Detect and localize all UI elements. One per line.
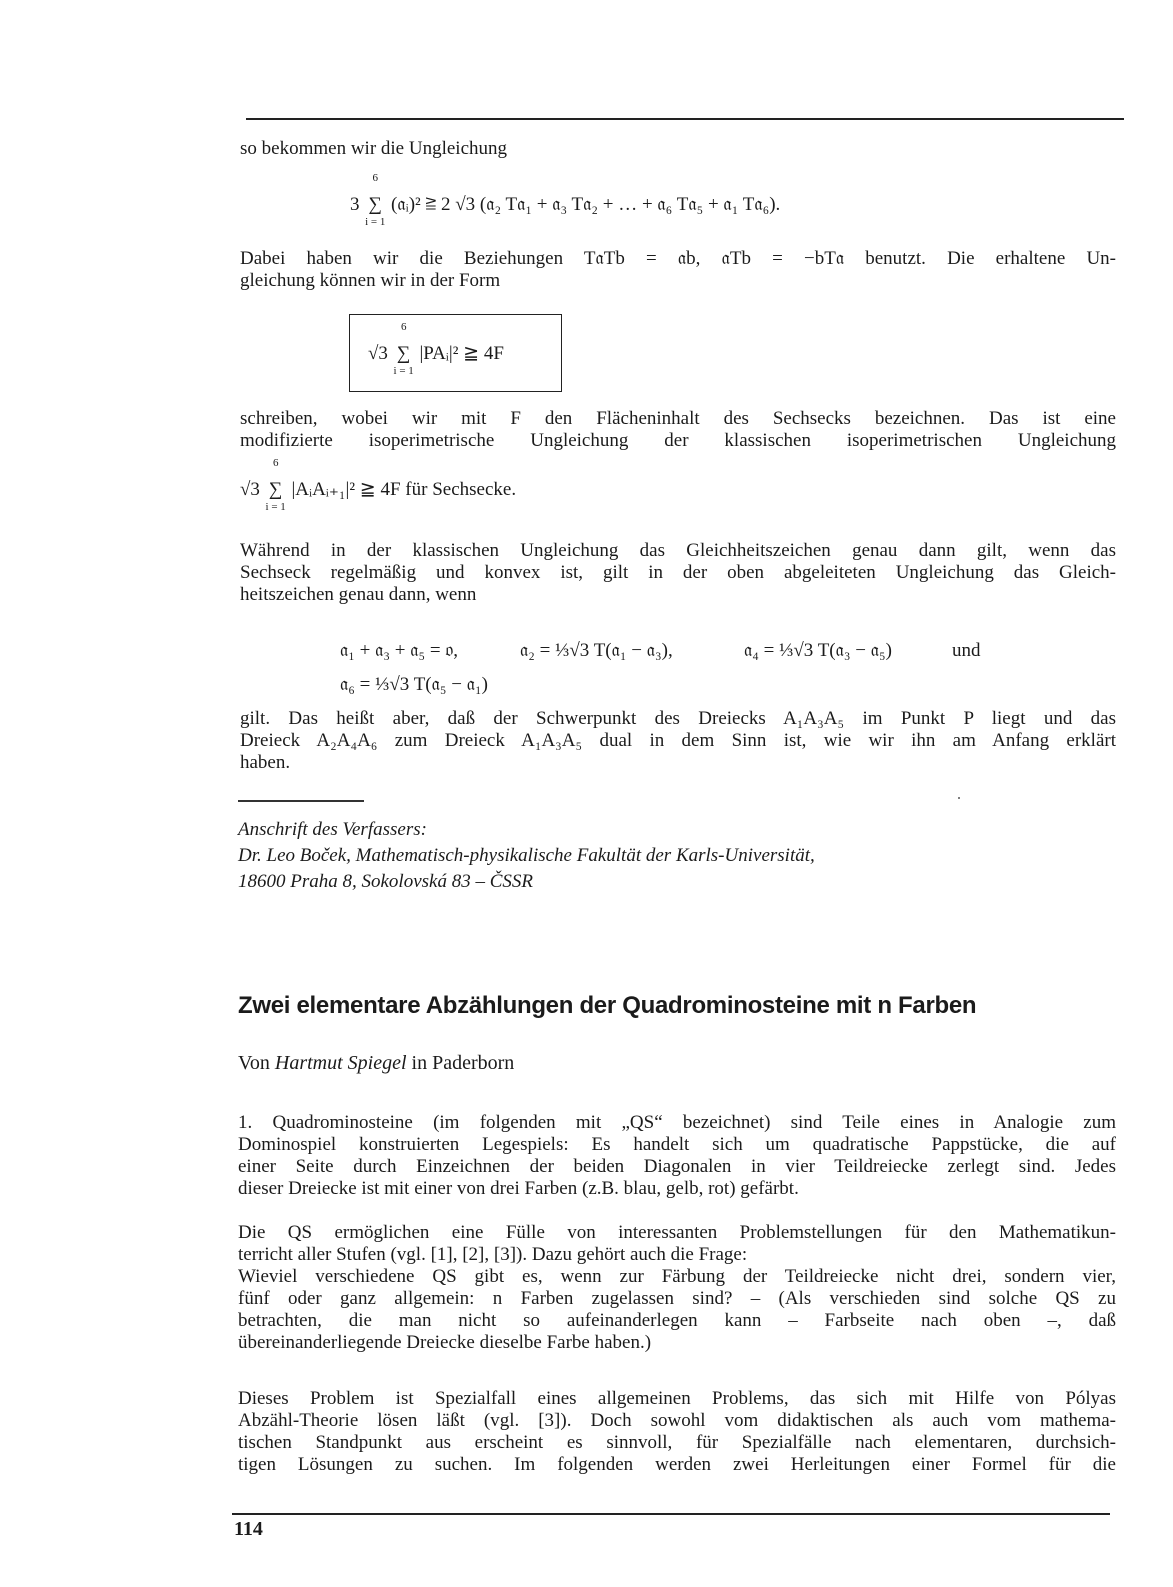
inequality-sum: [350, 172, 781, 228]
sum-symbol: [265, 457, 287, 513]
equality-conditions-d: [952, 640, 981, 662]
body-paragraph-1: [238, 1112, 1116, 1200]
eq-body: |AᵢAᵢ₊₁|² ≧ 4F: [291, 479, 401, 500]
classical-inequality: [240, 457, 517, 513]
text-line: Dominospiel konstruierten Legespiels: Es handelt sich um quadratische Pappstücke, die auf: [238, 1134, 1116, 1155]
sum-symbol: [393, 321, 415, 377]
eq-root: √3: [240, 479, 260, 500]
text-line: tischen Standpunkt aus erscheint es sinnvoll, für Spezialfälle nach elementaren, durchsich-: [238, 1432, 1116, 1453]
sum-sign: ∑: [368, 194, 383, 215]
text-line: 1. Quadrominosteine (im folgenden mit „QS“ bezeichnet) sind Teile eines in Analogie zum: [238, 1112, 1116, 1133]
text-line: Dreieck A₂A₄A₆ zum Dreieck A₁A₃A₅ dual in dem Sinn ist, wie wir ihn am Anfang erklärt: [240, 730, 1116, 751]
bottom-rule: [232, 1513, 1110, 1515]
condition-1: 𝔞₁ + 𝔞₃ + 𝔞₅ = 𝔬,: [340, 640, 458, 661]
eq-body: |PAᵢ|² ≧ 4F: [419, 343, 504, 364]
text-line: Die QS ermöglichen eine Fülle von interessanten Problemstellungen für den Mathematikun-: [238, 1222, 1116, 1243]
author-name: Hartmut Spiegel: [274, 1052, 407, 1074]
text-line: Dieses Problem ist Spezialfall eines allgemeinen Problems, das sich mit Hilfe von Pólyas: [238, 1388, 1116, 1409]
relations-paragraph: [240, 248, 1116, 292]
address-line-2: 18600 Praha 8, Sokolovská 83 – ČSSR: [238, 871, 534, 892]
equality-conditions: [340, 640, 458, 662]
byline: [238, 1052, 514, 1075]
text-line: modifizierte isoperimetrische Ungleichung der klassischen isoperimetrischen Ungleichung: [240, 430, 1116, 451]
isoperimetric-paragraph: [240, 408, 1116, 452]
text-line: betrachten, die man nicht so aufeinanderlegen kann – Farbseite nach oben –, daß: [238, 1310, 1116, 1331]
sum-lower: i = 1: [365, 216, 386, 228]
sum-lower: i = 1: [393, 365, 414, 377]
page-number: 114: [234, 1518, 263, 1540]
eq-root: √3: [368, 343, 388, 364]
body-paragraph-2: [238, 1222, 1116, 1354]
address-heading: Anschrift des Verfassers:: [238, 819, 427, 840]
sum-lower: i = 1: [265, 501, 286, 513]
eq-coefficient: 3: [350, 194, 360, 215]
text-line: Wieviel verschiedene QS gibt es, wenn zur Färbung der Teildreiecke nicht drei, sondern vier,: [238, 1266, 1116, 1287]
text-line: fünf oder ganz allgemein: n Farben zugelassen sind? – (Als verschieden sind solche QS zu: [238, 1288, 1116, 1309]
address-line-1: Dr. Leo Boček, Mathematisch-physikalische Fakultät der Karls-Universität,: [238, 845, 815, 866]
text-line: schreiben, wobei wir mit F den Flächeninhalt des Sechsecks bezeichnen. Das ist eine: [240, 408, 1116, 429]
text-line: gleichung können wir in der Form: [240, 270, 501, 291]
body-paragraph-3: [238, 1388, 1116, 1476]
speck: [958, 797, 960, 799]
sum-sign: ∑: [268, 479, 283, 500]
text-line: so bekommen wir die Ungleichung: [240, 138, 508, 159]
text-line: dieser Dreiecke ist mit einer von drei Farben (z.B. blau, gelb, rot) gefärbt.: [238, 1178, 799, 1199]
text-line: haben.: [240, 752, 291, 773]
text-line: Dabei haben wir die Beziehungen T𝔞Tb = 𝔞b, 𝔞Tb = −bT𝔞 benutzt. Die erhaltene Un-: [240, 248, 1116, 269]
text-line: tigen Lösungen zu suchen. Im folgenden werden zwei Herleitungen einer Formel für die: [238, 1454, 1116, 1475]
intro-paragraph: [240, 138, 1116, 160]
eq-body: (𝔞ᵢ)² ≧ 2 √3 (𝔞₂ T𝔞₁ + 𝔞₃ T𝔞₂ + … + 𝔞₆ T𝔞₅ + 𝔞₁ T𝔞₆).: [391, 194, 781, 215]
sum-sign: ∑: [396, 343, 411, 364]
condition-3: 𝔞₄ = ⅓√3 T(𝔞₃ − 𝔞₅): [744, 640, 892, 661]
sum-upper: 6: [272, 457, 279, 469]
text-line: übereinanderliegende Dreiecke dieselbe Farbe haben.): [238, 1332, 652, 1353]
eq-tail: für Sechsecke.: [405, 479, 517, 500]
equality-conditions-e: [340, 674, 488, 696]
footnote-rule: [238, 800, 364, 802]
sum-upper: 6: [372, 172, 378, 184]
article-title: Zwei elementare Abzählungen der Quadrominosteine mit n Farben: [238, 992, 977, 1019]
condition-2: 𝔞₂ = ⅓√3 T(𝔞₁ − 𝔞₃),: [520, 640, 673, 661]
text-line: gilt. Das heißt aber, daß der Schwerpunkt des Dreiecks A₁A₃A₅ im Punkt P liegt und das: [240, 708, 1116, 729]
text-line: einer Seite durch Einzeichnen der beiden Diagonalen in vier Teildreiecke zerlegt sind. Jedes: [238, 1156, 1116, 1177]
boxed-inequality: [368, 321, 504, 377]
sum-symbol: [364, 172, 386, 228]
equality-conditions-b: [520, 640, 673, 662]
equality-paragraph: [240, 540, 1116, 606]
text-line: heitszeichen genau dann, wenn: [240, 584, 477, 605]
conclusion-paragraph: [240, 708, 1116, 774]
text-line: Während in der klassischen Ungleichung das Gleichheitszeichen genau dann gilt, wenn das: [240, 540, 1116, 561]
byline-prefix: Von: [238, 1052, 270, 1074]
sum-upper: 6: [400, 321, 407, 333]
condition-4: 𝔞₆ = ⅓√3 T(𝔞₅ − 𝔞₁): [340, 674, 488, 695]
text-line: terricht aller Stufen (vgl. [1], [2], [3]). Dazu gehört auch die Frage:: [238, 1244, 748, 1265]
byline-suffix: in Paderborn: [411, 1052, 515, 1074]
text-line: Sechseck regelmäßig und konvex ist, gilt in der oben abgeleiteten Ungleichung das Gleich-: [240, 562, 1116, 583]
equality-conditions-c: [744, 640, 892, 662]
conjunction: und: [952, 640, 981, 661]
top-rule: [246, 118, 1124, 120]
text-line: Abzähl-Theorie lösen läßt (vgl. [3]). Doch sowohl vom didaktischen als auch vom mathema-: [238, 1410, 1116, 1431]
